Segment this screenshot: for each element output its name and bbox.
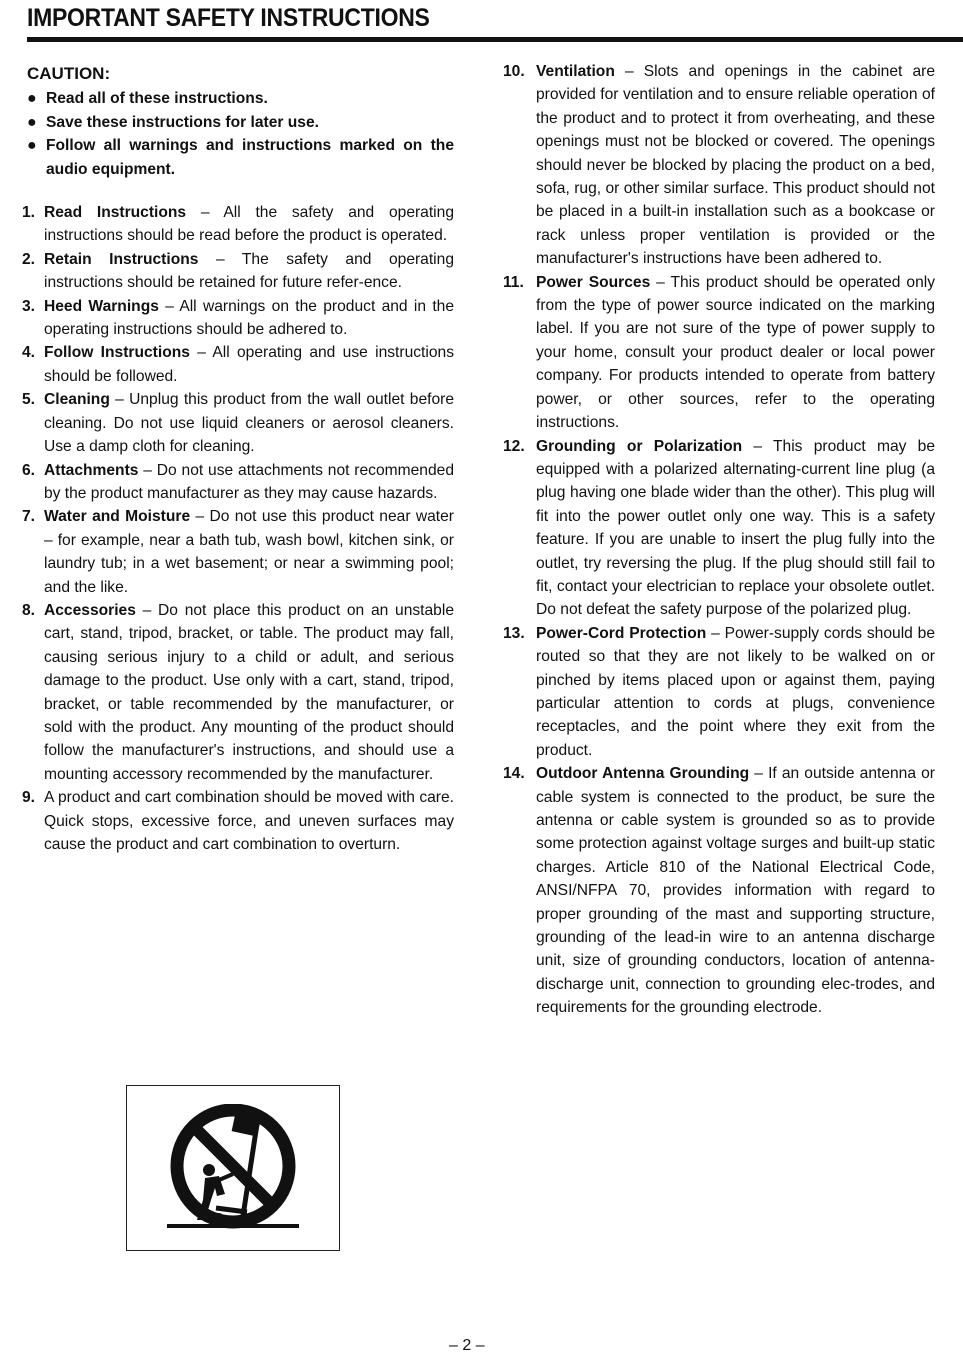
item-body <box>536 435 935 622</box>
left-column <box>22 60 454 856</box>
header-rule <box>27 37 963 42</box>
item-number: 5. <box>22 391 36 409</box>
item-body <box>44 201 454 248</box>
instruction-item-4 <box>22 341 454 388</box>
item-number: 6. <box>22 461 36 479</box>
instruction-item-12 <box>503 435 935 622</box>
item-number: 11. <box>503 273 524 291</box>
item-text: – All operating and use instructions should be followed. <box>44 344 454 385</box>
page-number: – 2 – <box>449 1337 485 1354</box>
item-body <box>44 248 454 295</box>
item-title: Read Instructions <box>44 204 187 222</box>
instruction-item-7 <box>22 505 454 599</box>
caution-heading: CAUTION: <box>27 64 111 83</box>
cart-warning-illustration <box>126 1085 340 1251</box>
item-number: 7. <box>22 508 36 526</box>
bullet-text: Save these instructions for later use. <box>46 113 319 131</box>
item-body <box>536 762 935 1019</box>
instruction-item-10 <box>503 60 935 271</box>
item-title: Ventilation <box>536 63 615 80</box>
item-title: Outdoor Antenna Grounding <box>536 765 750 783</box>
item-text: – Power-supply cords should be routed so that they are not likely to be walked on or pinched by items placed upon or against them, paying particular attention to cords at plugs, convenience receptacles, and the point where they exit from the product. <box>536 624 936 759</box>
bullet-text: Follow all warnings and instructions marked on the audio equipment. <box>46 137 454 178</box>
item-body <box>44 459 454 506</box>
item-number: 1. <box>22 204 36 222</box>
item-title: Accessories <box>44 601 136 619</box>
item-title: Retain Instructions <box>44 250 199 268</box>
instruction-item-6 <box>22 459 454 506</box>
item-body <box>44 341 454 388</box>
item-number: 3. <box>22 297 36 315</box>
instruction-item-9 <box>22 786 454 856</box>
bullet-dot-icon: ● <box>27 113 37 131</box>
instruction-item-1 <box>22 201 454 248</box>
item-title: Power-Cord Protection <box>536 624 707 642</box>
item-number: 4. <box>22 344 36 362</box>
item-text: – Do not place this product on an unstable cart, stand, tripod, bracket, or table. The product may fall, causing serious injury to a child or adult, and serious damage to the product. Use only with a cart, stand, tripod, bracket, or table recommended by the manufacturer, or sold with the product. Any mounting of the product should follow the manufacturer's instructions, and should use a mounting accessory recommended by the manufacturer. <box>44 601 454 783</box>
item-text: – If an outside antenna or cable system is connected to the product, be sure the antenna or cable system is grounded so as to provide some protection against voltage surges and built-up static charges. Article 810 of the National Electrical Code, ANSI/NFPA 70, provides information with regard to proper grounding of the mast and supporting structure, grounding of the lead-in wire to an antenna discharge unit, size of grounding conductors, location of antenna-discharge unit, connection to grounding elec-trodes, and requirements for the grounding electrode. <box>536 765 935 1017</box>
item-body <box>44 388 454 458</box>
item-title: Cleaning <box>44 391 110 409</box>
caution-bullet <box>27 134 454 181</box>
bullet-dot-icon: ● <box>27 137 37 155</box>
instruction-item-3 <box>22 295 454 342</box>
item-text: – Do not use this product near water – for example, near a bath tub, wash bowl, kitchen sink, or laundry tub; in a wet basement; or near a swimming pool; and the like. <box>44 508 454 596</box>
instruction-item-8 <box>22 599 454 786</box>
item-number: 14. <box>503 765 525 783</box>
item-body <box>44 786 454 856</box>
item-title: Follow Instructions <box>44 344 190 362</box>
item-text: – This product may be equipped with a polarized alternating-current line plug (a plug having one blade wider than the other). This plug will fit into the power outlet only one way. This is a safety feature. If you are unable to insert the plug fully into the outlet, try reversing the plug. If the plug should still fail to fit, contact your electrician to replace your obsolete outlet. Do not defeat the safety purpose of the polarized plug. <box>536 437 935 619</box>
item-body <box>536 271 935 435</box>
item-number: 13. <box>503 624 525 642</box>
item-title: Grounding or Polarization <box>536 437 743 455</box>
item-text: – This product should be operated only from the type of power source indicated on the marking label. If you are not sure of the type of power supply to your home, consult your product dealer or local power company. For products intended to operate from battery power, or other sources, refer to the operating instructions. <box>536 273 936 432</box>
right-column <box>503 60 935 1020</box>
instruction-item-2 <box>22 248 454 295</box>
item-title: Heed Warnings <box>44 297 159 315</box>
item-number: 12. <box>503 437 525 455</box>
instruction-item-14 <box>503 762 935 1019</box>
item-body <box>536 60 935 271</box>
item-text: – Unplug this product from the wall outlet before cleaning. Do not use liquid cleaners or aerosol cleaners. Use a damp cloth for cleaning. <box>44 391 454 456</box>
bullet-text: Read all of these instructions. <box>46 90 268 108</box>
item-text: – Do not use attachments not recommended by the product manufacturer as they may cause hazards. <box>44 461 454 502</box>
item-body <box>44 295 454 342</box>
item-title: Water and Moisture <box>44 508 191 526</box>
cart-tipover-warning-icon <box>161 1104 305 1234</box>
caution-bullet <box>27 87 454 110</box>
item-number: 2. <box>22 250 36 268</box>
item-body <box>536 622 935 762</box>
item-body <box>44 599 454 786</box>
caution-bullet <box>27 111 454 134</box>
item-number: 9. <box>22 789 36 807</box>
item-number: 10. <box>503 63 525 80</box>
instruction-item-13 <box>503 622 935 762</box>
bullet-dot-icon: ● <box>27 90 37 108</box>
item-text: – All warnings on the product and in the operating instructions should be adhered to. <box>44 297 455 339</box>
item-body <box>44 505 454 599</box>
item-text: – Slots and openings in the cabinet are provided for ventilation and to ensure reliable operation of the product and to protect it from overheating, and these openings must not be blocked or covered. The openings should never be blocked by placing the product on a bed, sofa, rug, or other similar surface. This product should not be placed in a built-in installation such as a bookcase or rack unless proper ventilation is provided or the manufacturer's instructions have been adhered to. <box>536 63 935 268</box>
item-text: – The safety and operating instructions should be retained for future refer-ence. <box>44 250 454 292</box>
item-title: Power Sources <box>536 273 651 291</box>
item-title: Attachments <box>44 461 139 479</box>
caution-block <box>22 62 454 181</box>
instruction-item-11 <box>503 271 935 435</box>
item-number: 8. <box>22 601 36 619</box>
item-text: – All the safety and operating instructions should be read before the product is operated. <box>44 204 454 245</box>
item-text: A product and cart combination should be moved with care. Quick stops, excessive force, and uneven surfaces may cause the product and cart combination to overturn. <box>44 789 454 853</box>
instruction-item-5 <box>22 388 454 458</box>
page-title: IMPORTANT SAFETY INSTRUCTIONS <box>27 4 430 32</box>
